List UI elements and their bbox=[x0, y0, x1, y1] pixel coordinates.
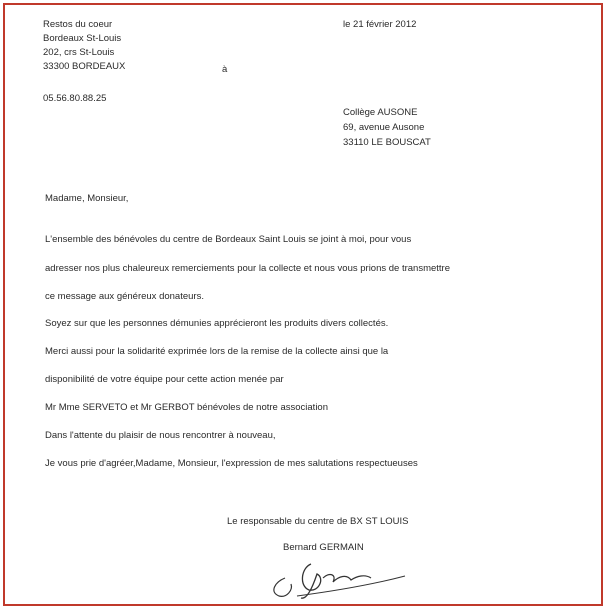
sender-line2: 202, crs St-Louis bbox=[43, 47, 115, 58]
body-line-7: Mr Mme SERVETO et Mr GERBOT bénévoles de notre association bbox=[45, 402, 329, 413]
body-line-8: Dans l'attente du plaisir de nous rencontrer à nouveau, bbox=[45, 430, 276, 441]
a-marker: à bbox=[222, 64, 228, 75]
body-line-6: disponibilité de votre équipe pour cette action menée par bbox=[45, 374, 284, 385]
recipient-name: Collège AUSONE bbox=[343, 107, 418, 118]
recipient-address bbox=[343, 107, 431, 152]
handwritten-signature bbox=[267, 556, 417, 602]
body-line-1: L'ensemble des bénévoles du centre de Bordeaux Saint Louis se joint à moi, pour vous bbox=[45, 234, 412, 245]
sender-name: Restos du coeur bbox=[43, 19, 113, 30]
signer-name: Bernard GERMAIN bbox=[283, 542, 364, 553]
signer-title: Le responsable du centre de BX ST LOUIS bbox=[227, 516, 409, 527]
body-line-5: Merci aussi pour la solidarité exprimée lors de la remise de la collecte ainsi que la bbox=[45, 346, 389, 357]
letter-date: le 21 février 2012 bbox=[343, 19, 417, 30]
recipient-street: 69, avenue Ausone bbox=[343, 122, 425, 133]
body-line-4: Soyez sur que les personnes démunies apprécieront les produits divers collectés. bbox=[45, 318, 389, 329]
greeting: Madame, Monsieur, bbox=[45, 193, 129, 204]
sender-address bbox=[43, 19, 125, 75]
body-line-9: Je vous prie d'agréer,Madame, Monsieur, l'expression de mes salutations respectueuses bbox=[45, 458, 418, 469]
sender-phone: 05.56.80.88.25 bbox=[43, 93, 107, 104]
sender-line3: 33300 BORDEAUX bbox=[43, 61, 126, 72]
body-line-2: adresser nos plus chaleureux remerciements pour la collecte et nous vous prions de transmettre bbox=[45, 263, 451, 274]
recipient-city: 33110 LE BOUSCAT bbox=[343, 137, 431, 148]
letter-page bbox=[3, 3, 603, 606]
body-line-3: ce message aux généreux donateurs. bbox=[45, 291, 204, 302]
sender-line1: Bordeaux St-Louis bbox=[43, 33, 122, 44]
